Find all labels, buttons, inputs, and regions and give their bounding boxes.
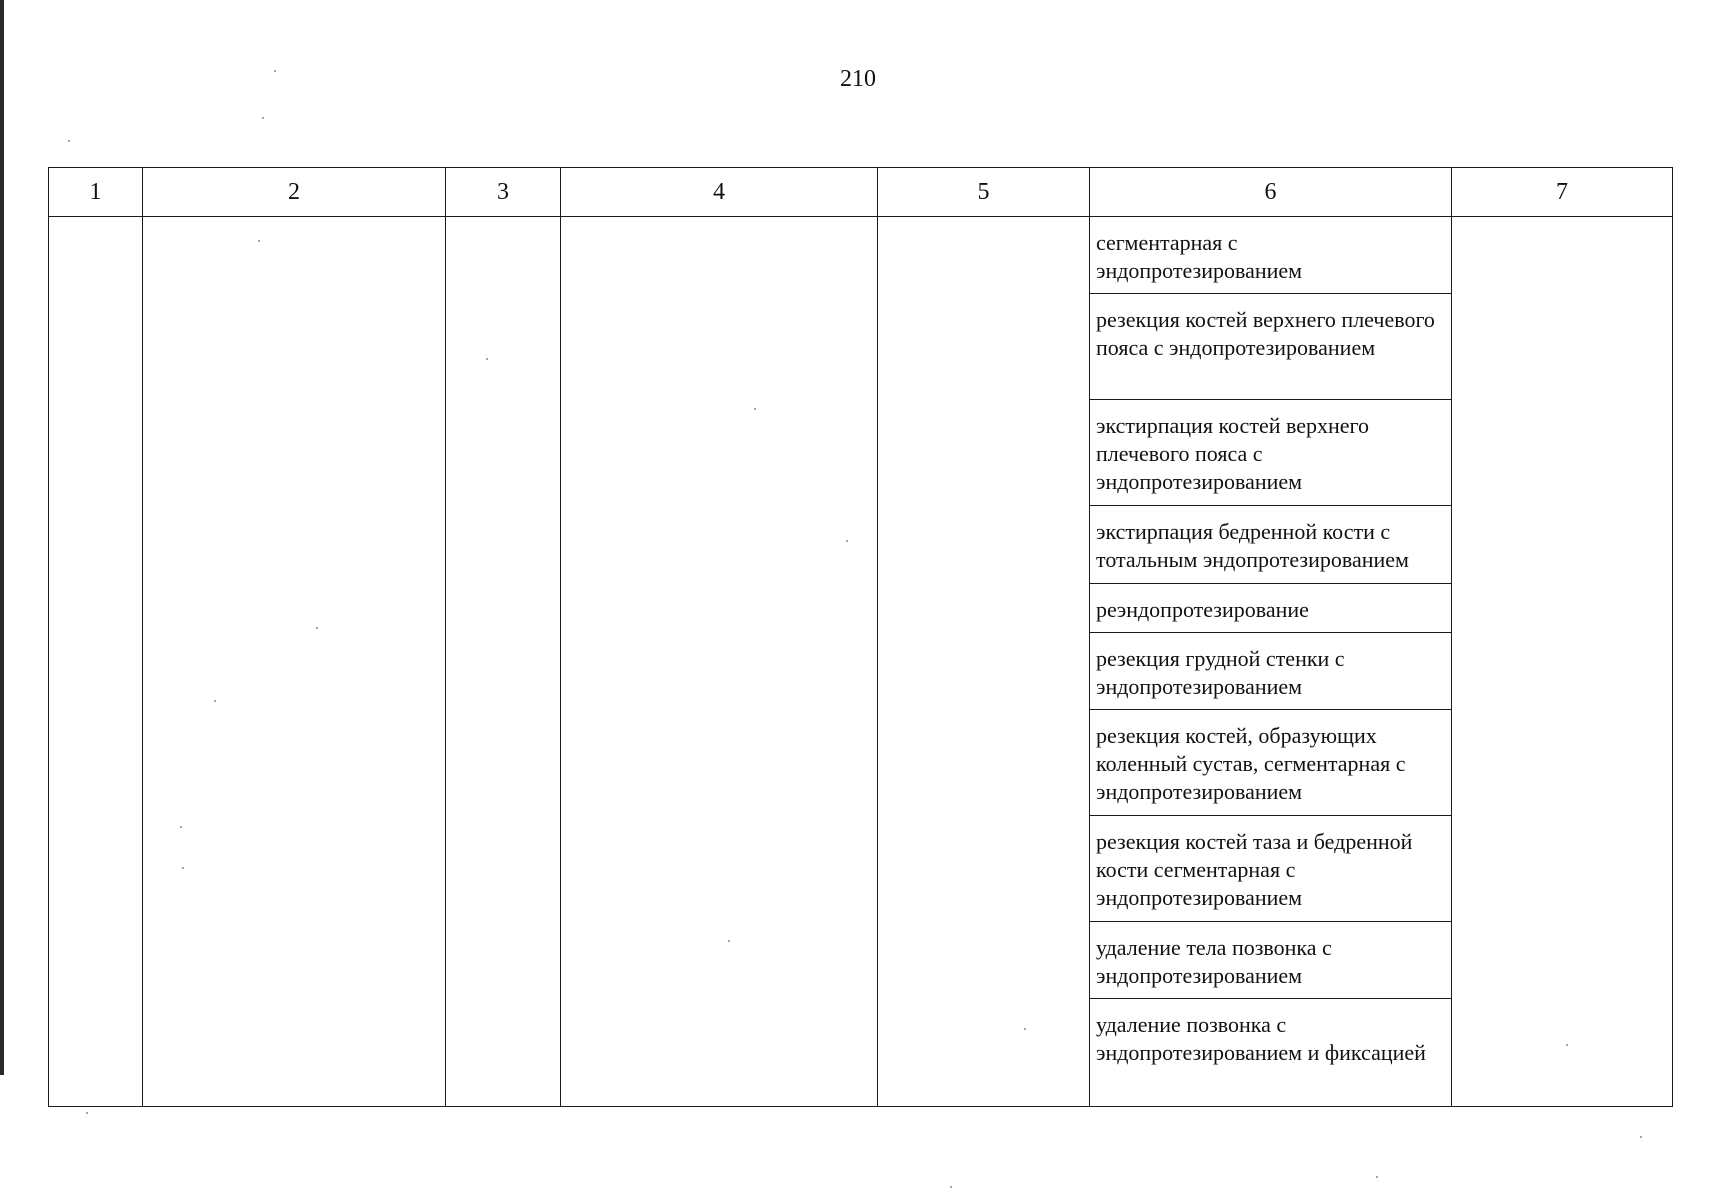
cell-col-4 xyxy=(561,217,878,1107)
procedure-list xyxy=(1090,217,1451,1106)
scan-speck xyxy=(1376,1176,1378,1178)
cell-col-3 xyxy=(446,217,561,1107)
list-item: резекция костей таза и бедренной кости сегментарная с эндопротезированием xyxy=(1090,816,1451,922)
column-header-4: 4 xyxy=(561,168,878,217)
scan-speck xyxy=(1566,1044,1568,1046)
header-row xyxy=(49,168,1673,217)
data-table xyxy=(48,167,1673,1107)
cell-col-2 xyxy=(143,217,446,1107)
scan-speck xyxy=(68,140,70,142)
cell-col-1 xyxy=(49,217,143,1107)
scan-speck xyxy=(316,627,318,629)
column-header-5: 5 xyxy=(878,168,1090,217)
scan-speck xyxy=(86,1112,88,1114)
scan-speck xyxy=(1024,1028,1026,1030)
list-item: резекция грудной стенки с эндопротезированием xyxy=(1090,633,1451,710)
column-header-6: 6 xyxy=(1090,168,1452,217)
scan-edge xyxy=(0,0,4,1075)
scan-speck xyxy=(1640,1136,1642,1138)
scan-speck xyxy=(180,826,182,828)
column-header-7: 7 xyxy=(1452,168,1673,217)
list-item: экстирпация бедренной кости с тотальным эндопротезированием xyxy=(1090,506,1451,584)
table-row xyxy=(49,217,1673,1107)
scan-speck xyxy=(182,867,184,869)
column-header-2: 2 xyxy=(143,168,446,217)
list-item: удаление позвонка с эндопротезированием и фиксацией xyxy=(1096,1012,1426,1065)
scan-speck xyxy=(846,540,848,542)
scan-speck xyxy=(950,1186,952,1188)
list-item: реэндопротезирование xyxy=(1090,584,1451,633)
scan-speck xyxy=(274,70,276,72)
column-header-3: 3 xyxy=(446,168,561,217)
scan-speck xyxy=(486,358,488,360)
scan-speck xyxy=(754,408,756,410)
list-item: резекция костей, образующих коленный сустав, сегментарная с эндопротезированием xyxy=(1090,710,1451,816)
page-number: 210 xyxy=(840,66,876,92)
scan-speck xyxy=(728,940,730,942)
cell-col-6 xyxy=(1090,217,1452,1107)
scan-speck xyxy=(258,240,260,242)
list-item: экстирпация костей верхнего плечевого пояса с эндопротезированием xyxy=(1090,400,1451,506)
list-item: удаление тела позвонка с эндопротезированием xyxy=(1090,922,1451,999)
list-item: резекция костей верхнего плечевого пояса с эндопротезированием xyxy=(1090,294,1451,400)
column-header-1: 1 xyxy=(49,168,143,217)
scan-speck xyxy=(262,117,264,119)
cell-col-7 xyxy=(1452,217,1673,1107)
scan-speck xyxy=(214,700,216,702)
list-item: сегментарная с эндопротезированием xyxy=(1090,217,1451,294)
cell-col-5 xyxy=(878,217,1090,1107)
